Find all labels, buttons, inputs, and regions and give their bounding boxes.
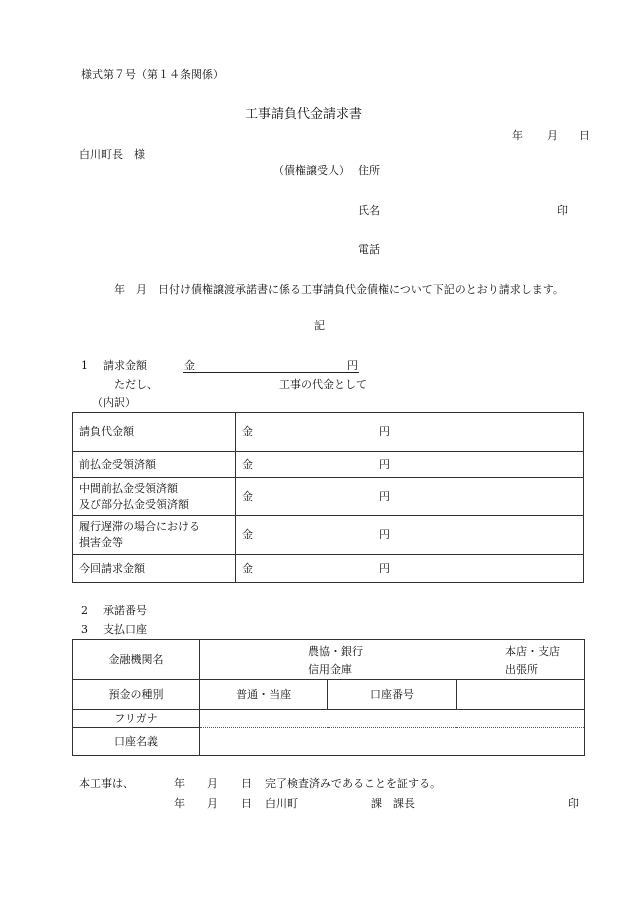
table-row	[73, 680, 585, 710]
table-row	[73, 478, 584, 516]
cert-town: 白川町	[265, 797, 298, 810]
account-name-field[interactable]	[200, 728, 585, 756]
breakdown-label: 今回請求金額	[73, 555, 236, 583]
addressee: 白川町長 様	[79, 148, 145, 161]
cert-prefix: 本工事は、	[79, 777, 134, 790]
cert-month-2: 月	[207, 797, 218, 810]
phone-label: 電話	[358, 243, 380, 256]
table-row	[73, 710, 585, 728]
name-label: 氏名	[358, 204, 380, 217]
institution-field[interactable]	[200, 640, 585, 680]
institution-label: 金融機関名	[73, 640, 200, 680]
amount-underline	[183, 372, 359, 373]
breakdown-amount[interactable]: 金 円	[236, 452, 584, 478]
document-title: 工事請負代金請求書	[245, 107, 363, 122]
purpose-label: 工事の代金として	[279, 378, 367, 391]
tadashi-label: ただし、	[114, 378, 158, 391]
item3-label: 支払口座	[103, 623, 147, 636]
account-number-label: 口座番号	[328, 680, 456, 710]
cert-text: 完了検査済みであることを証する。	[265, 777, 441, 790]
cert-day: 日	[241, 777, 252, 790]
table-row	[73, 640, 585, 680]
item1-number: 1	[81, 359, 88, 372]
cert-year: 年	[174, 777, 185, 790]
item2-label: 承諾番号	[103, 604, 147, 617]
table-row	[73, 452, 584, 478]
applicant-role: （債権譲受人）	[273, 164, 350, 177]
deposit-type-label: 預金の種別	[73, 680, 200, 710]
date-month: 月	[547, 129, 558, 142]
furigana-field[interactable]	[200, 710, 585, 728]
item1-kin: 金	[184, 359, 195, 372]
breakdown-amount[interactable]: 金 円	[236, 478, 584, 516]
item1-yen: 円	[347, 359, 358, 372]
branch-type-1: 本店・支店	[505, 644, 560, 658]
breakdown-caption: （内訳）	[92, 396, 136, 409]
bank-type-2: 信用金庫	[308, 662, 352, 676]
breakdown-label: 請負代金額	[73, 413, 236, 452]
form-number: 様式第７号（第１４条関係）	[81, 68, 224, 81]
table-row	[73, 555, 584, 583]
branch-type-2: 出張所	[505, 662, 538, 676]
account-name-label: 口座名義	[73, 728, 200, 756]
item3-number: 3	[81, 623, 88, 636]
item1-label: 請求金額	[103, 359, 147, 372]
cert-ka: 課	[371, 797, 382, 810]
table-row	[73, 516, 584, 555]
date-day: 日	[579, 129, 590, 142]
cert-seal: 印	[568, 797, 579, 810]
cert-year-2: 年	[174, 797, 185, 810]
address-label: 住所	[358, 164, 380, 177]
cert-month: 月	[207, 777, 218, 790]
breakdown-label: 前払金受領済額	[73, 452, 236, 478]
account-number-field[interactable]	[456, 680, 584, 710]
date-year: 年	[512, 129, 523, 142]
breakdown-label: 履行遅滞の場合における 損害金等	[73, 516, 236, 555]
breakdown-table	[72, 412, 584, 583]
breakdown-amount[interactable]: 金 円	[236, 413, 584, 452]
account-table	[72, 639, 585, 756]
breakdown-amount[interactable]: 金 円	[236, 555, 584, 583]
seal-mark: 印	[557, 204, 568, 217]
table-row	[73, 728, 585, 756]
cert-day-2: 日	[241, 797, 252, 810]
item2-number: 2	[81, 604, 88, 617]
deposit-type-value[interactable]: 普通・当座	[200, 680, 328, 710]
breakdown-amount[interactable]: 金 円	[236, 516, 584, 555]
request-statement: 年 月 日付け債権譲渡承諾書に係る工事請負代金債権について下記のとおり請求します。	[114, 283, 564, 296]
table-row	[73, 413, 584, 452]
breakdown-label: 中間前払金受領済額 及び部分払金受領済額	[73, 478, 236, 516]
furigana-label: フリガナ	[73, 710, 200, 728]
cert-kacho: 課長	[393, 797, 415, 810]
ki-heading: 記	[314, 319, 325, 332]
bank-type-1: 農協・銀行	[308, 644, 363, 658]
